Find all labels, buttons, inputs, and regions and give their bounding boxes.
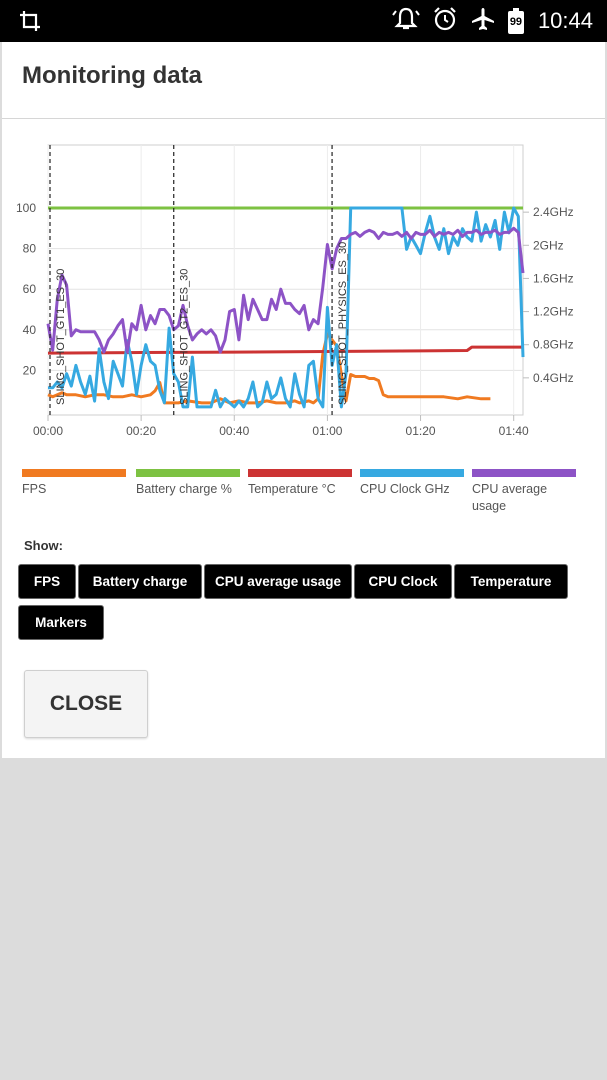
legend-swatch	[472, 469, 576, 477]
dialog-header	[2, 42, 605, 119]
status-bar	[0, 0, 607, 42]
show-label: Show:	[24, 538, 63, 553]
clock: 10:44	[537, 8, 593, 33]
alarm-icon	[432, 6, 458, 37]
x-tick-label: 00:20	[126, 424, 157, 438]
y-right-tick-label: 0.4GHz	[533, 370, 574, 385]
x-tick-label: 00:00	[32, 424, 64, 438]
monitoring-dialog	[2, 42, 605, 758]
y-right-tick-label: 2.4GHz	[533, 205, 574, 220]
legend-swatch	[136, 469, 240, 477]
toggle-cpu-clock[interactable]: CPU Clock	[354, 564, 452, 599]
y-right-tick-label: 2GHz	[533, 238, 564, 253]
toggle-cpu-average-usage[interactable]: CPU average usage	[204, 564, 352, 599]
series-line-3	[48, 347, 523, 353]
legend-label: CPU average usage	[472, 482, 548, 513]
legend-item	[248, 469, 352, 498]
legend-label: Temperature °C	[248, 482, 336, 496]
legend-item	[22, 469, 126, 498]
toggle-markers[interactable]: Markers	[18, 605, 104, 640]
legend-label: Battery charge %	[136, 482, 232, 496]
monitoring-chart	[2, 137, 605, 457]
legend-label: CPU Clock GHz	[360, 482, 450, 496]
battery-icon	[508, 8, 526, 34]
y-left-tick-label: 20	[22, 363, 36, 378]
airplane-icon	[470, 6, 496, 37]
x-tick-label: 01:40	[498, 424, 529, 438]
legend-label: FPS	[22, 482, 47, 496]
toggle-battery-charge[interactable]: Battery charge	[78, 564, 202, 599]
dialog-title: Monitoring data	[22, 62, 202, 89]
y-left-tick-label: 40	[22, 322, 36, 337]
legend-item	[360, 469, 464, 498]
legend-swatch	[22, 469, 126, 477]
battery-level: 99	[509, 16, 523, 28]
y-left-tick-label: 80	[22, 241, 36, 256]
y-right-tick-label: 1.6GHz	[533, 271, 574, 286]
legend-item	[136, 469, 240, 498]
close-button[interactable]: CLOSE	[24, 670, 148, 738]
legend-item	[472, 469, 576, 515]
toggle-fps[interactable]: FPS	[18, 564, 76, 599]
y-right-tick-label: 0.8GHz	[533, 337, 574, 352]
marker-label: SLING_SHOT_PHYSICS_ES_30	[337, 241, 350, 405]
legend-swatch	[248, 469, 352, 477]
x-tick-label: 01:20	[405, 424, 436, 438]
marker-label: SLING_SHOT_GT2_ES_30	[178, 268, 191, 405]
y-left-tick-label: 100	[15, 201, 36, 215]
y-left-tick-label: 60	[22, 282, 36, 297]
legend-swatch	[360, 469, 464, 477]
x-tick-label: 00:40	[219, 424, 250, 438]
y-right-tick-label: 1.2GHz	[533, 304, 574, 319]
bell-icon	[392, 6, 420, 37]
marker-label: SLING_SHOT_GT1_ES_30	[55, 268, 67, 405]
status-icons	[392, 0, 593, 42]
toggle-temperature[interactable]: Temperature	[454, 564, 568, 599]
series-line-4	[48, 208, 523, 407]
x-tick-label: 01:00	[312, 424, 343, 438]
crop-icon	[18, 9, 42, 38]
